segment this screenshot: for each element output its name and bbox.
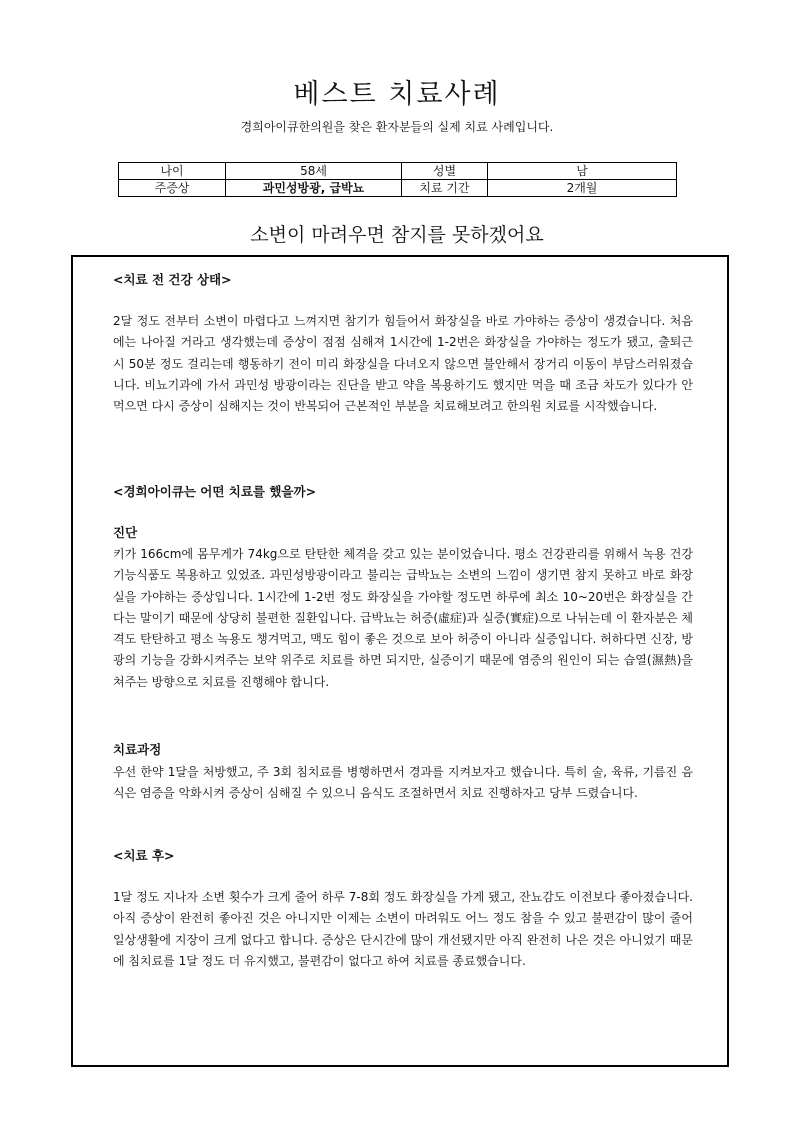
diagnosis-title: 진단: [113, 525, 138, 540]
before-section-title: <치료 전 건강 상태>: [113, 272, 232, 287]
case-headline: 소변이 마려우면 참지를 못하겠어요: [250, 224, 544, 246]
before-section-text: 2달 정도 전부터 소변이 마렵다고 느껴지면 참기가 힘들어서 화장실을 바로 가야하는 증상이 생겼습니다. 처음에는 나아질 거라고 생각했는데 증상이 점점 심해져 1시간에 1-2번은 화장실을 가야하는 정도가 됐고, 출퇴근 시 50분 정도 걸리는데 행동하기 전이 미리 화장실을 다녀오지 않으면 불안해서 장거리 이동이 부담스러워졌습니다. 비뇨기과에 가서 과민성 방광이라는 진단을 받고 약을 복용하기도 했지만 먹을 때 조금 차도가 있다가 안 먹으면 다시 증상이 심해지는 것이 반복되어 근본적인 부분을 치료해보려고 한의원 치료를 시작했습니다.: [113, 314, 693, 414]
period-label: 치료 기간: [402, 180, 488, 197]
table-row: [119, 163, 677, 180]
period-value: 2개월: [488, 180, 677, 197]
patient-info-table: [118, 162, 677, 197]
process-text: 우선 한약 1달을 처방했고, 주 3회 침치료를 병행하면서 경과를 지켜보자고 했습니다. 특히 술, 육류, 기름진 음식은 염증을 악화시켜 증상이 심해질 수 있으니 음식도 조절하면서 치료 진행하자고 당부 드렸습니다.: [113, 765, 693, 801]
diagnosis-text: 키가 166cm에 몸무게가 74kg으로 탄탄한 체격을 갖고 있는 분이었습니다. 평소 건강관리를 위해서 녹용 건강기능식품도 복용하고 있었죠. 과민성방광이라고 불리는 급박뇨는 소변의 느낌이 생기면 참지 못하고 바로 화장실을 가야하는 증상입니다. 1시간에 1-2번 정도 화장실을 가야할 정도면 하루에 최소 10~20번은 화장실을 간다는 말이기 때문에 상당히 불편한 질환입니다. 급박뇨는 허증(虛症)과 실증(實症)으로 나뉘는데 이 환자분은 체격도 탄탄하고 평소 녹용도 챙겨먹고, 맥도 힘이 좋은 것으로 보아 허증이 아니라 실증입니다. 허하다면 신장, 방광의 기능을 강화시켜주는 보약 위주로 치료를 하면 되지만, 실증이기 때문에 염증의 원인이 되는 습열(濕熱)을 쳐주는 방향으로 치료를 진행해야 합니다.: [113, 547, 693, 689]
symptom-value: 과민성방광, 급박뇨: [226, 180, 402, 197]
treatment-section-title: <경희아이큐는 어떤 치료를 했을까>: [113, 484, 317, 499]
process-title: 치료과정: [113, 742, 162, 757]
age-label: 나이: [119, 163, 226, 180]
sex-value: 남: [488, 163, 677, 180]
symptom-label: 주증상: [119, 180, 226, 197]
sex-label: 성별: [402, 163, 488, 180]
age-value: 58세: [226, 163, 402, 180]
after-section-text: 1달 정도 지나자 소변 횟수가 크게 줄어 하루 7-8회 정도 화장실을 가게 됐고, 잔뇨감도 이전보다 좋아졌습니다. 아직 증상이 완전히 좋아진 것은 아니지만 이제는 소변이 마려워도 어느 정도 참을 수 있고 불편감이 많이 줄어 일상생활에 지장이 크게 없다고 합니다. 증상은 단시간에 많이 개선됐지만 아직 완전히 나은 것은 아니었기 때문에 침치료를 1달 정도 더 유지했고, 불편감이 없다고 하여 치료를 종료했습니다.: [113, 890, 693, 968]
after-section-title: <치료 후>: [113, 848, 175, 863]
page-title: 베스트 치료사례: [293, 79, 501, 110]
table-row: [119, 180, 677, 197]
page-subtitle: 경희아이큐한의원을 찾은 환자분들의 실제 치료 사례입니다.: [240, 120, 554, 134]
